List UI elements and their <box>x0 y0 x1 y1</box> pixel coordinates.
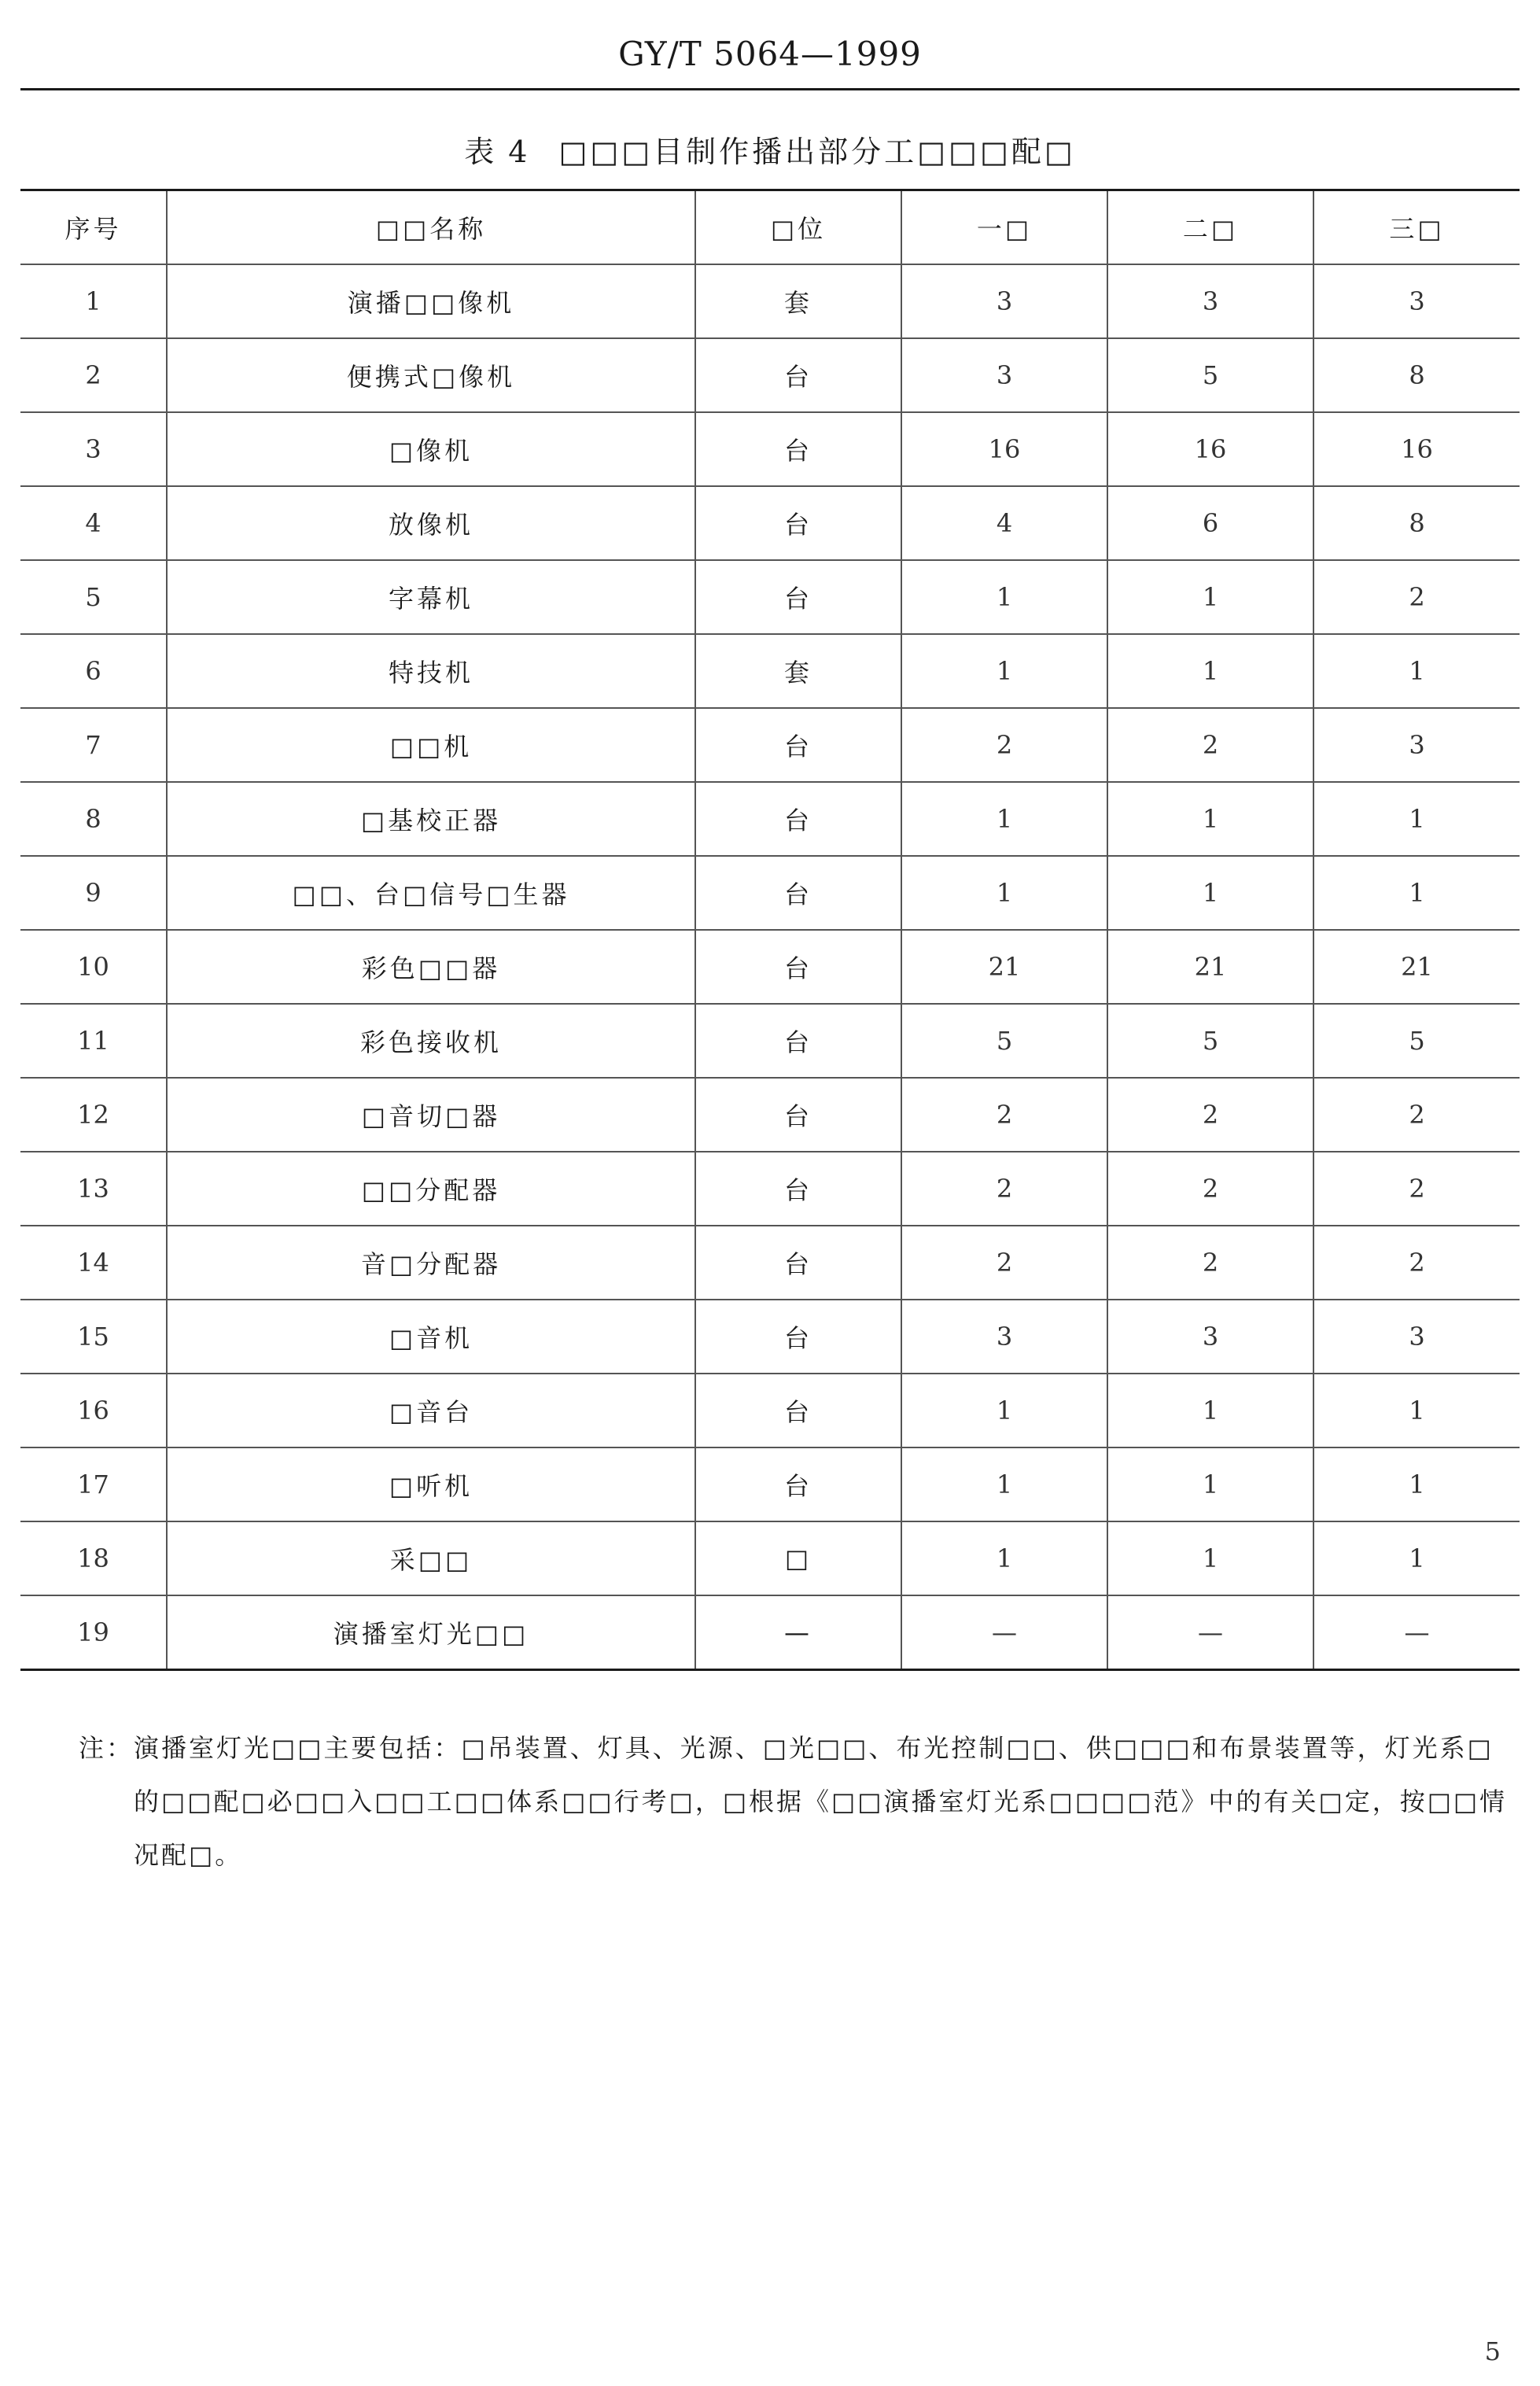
cell-grade-3: 3 <box>1313 708 1520 782</box>
cell-equipment-name: □听机 <box>167 1447 695 1521</box>
cell-grade-2: 21 <box>1107 930 1313 1004</box>
cell-grade-2: 1 <box>1107 560 1313 634</box>
cell-grade-1: 1 <box>901 1521 1107 1595</box>
table-header-row <box>20 190 1520 265</box>
cell-grade-3: 1 <box>1313 1447 1520 1521</box>
cell-unit: — <box>695 1595 901 1670</box>
table-row <box>20 1374 1520 1447</box>
cell-unit: 台 <box>695 930 901 1004</box>
cell-grade-2: 1 <box>1107 634 1313 708</box>
cell-index: 9 <box>20 856 167 930</box>
table-row <box>20 412 1520 486</box>
table-row <box>20 708 1520 782</box>
cell-unit: 台 <box>695 1004 901 1078</box>
cell-index: 10 <box>20 930 167 1004</box>
cell-equipment-name: 演播□□像机 <box>167 264 695 338</box>
header-rule <box>20 88 1520 90</box>
cell-grade-2: 2 <box>1107 708 1313 782</box>
cell-grade-1: 4 <box>901 486 1107 560</box>
cell-grade-1: 2 <box>901 1226 1107 1300</box>
cell-index: 11 <box>20 1004 167 1078</box>
cell-unit: 台 <box>695 1300 901 1374</box>
cell-equipment-name: 放像机 <box>167 486 695 560</box>
table-row <box>20 486 1520 560</box>
cell-grade-3: 1 <box>1313 782 1520 856</box>
column-header-unit: □位 <box>695 190 901 265</box>
table-note <box>79 1721 1520 1882</box>
table-row <box>20 782 1520 856</box>
cell-unit: 台 <box>695 1447 901 1521</box>
cell-grade-1: 1 <box>901 634 1107 708</box>
cell-grade-2: 1 <box>1107 1521 1313 1595</box>
cell-grade-3: 8 <box>1313 486 1520 560</box>
cell-equipment-name: 音□分配器 <box>167 1226 695 1300</box>
cell-unit: 台 <box>695 560 901 634</box>
cell-index: 17 <box>20 1447 167 1521</box>
cell-unit: 套 <box>695 634 901 708</box>
cell-grade-2: 3 <box>1107 1300 1313 1374</box>
cell-unit: 台 <box>695 782 901 856</box>
cell-grade-1: 1 <box>901 560 1107 634</box>
cell-index: 13 <box>20 1152 167 1226</box>
cell-equipment-name: □像机 <box>167 412 695 486</box>
table-row <box>20 264 1520 338</box>
table-row <box>20 338 1520 412</box>
cell-grade-3: 2 <box>1313 1226 1520 1300</box>
cell-grade-3: 8 <box>1313 338 1520 412</box>
cell-index: 3 <box>20 412 167 486</box>
cell-equipment-name: □□分配器 <box>167 1152 695 1226</box>
cell-grade-3: 21 <box>1313 930 1520 1004</box>
cell-grade-1: — <box>901 1595 1107 1670</box>
cell-grade-1: 1 <box>901 856 1107 930</box>
cell-grade-1: 5 <box>901 1004 1107 1078</box>
cell-grade-1: 2 <box>901 1152 1107 1226</box>
column-header-grade-3: 三□ <box>1313 190 1520 265</box>
cell-grade-3: 16 <box>1313 412 1520 486</box>
table-row <box>20 1300 1520 1374</box>
table-row <box>20 930 1520 1004</box>
cell-index: 18 <box>20 1521 167 1595</box>
cell-grade-1: 2 <box>901 708 1107 782</box>
column-header-grade-2: 二□ <box>1107 190 1313 265</box>
table-row <box>20 1152 1520 1226</box>
cell-equipment-name: □□、台□信号□生器 <box>167 856 695 930</box>
cell-grade-2: 1 <box>1107 782 1313 856</box>
cell-equipment-name: 演播室灯光□□ <box>167 1595 695 1670</box>
cell-unit: 台 <box>695 1374 901 1447</box>
cell-grade-1: 1 <box>901 1374 1107 1447</box>
cell-grade-2: 1 <box>1107 856 1313 930</box>
cell-grade-3: 2 <box>1313 560 1520 634</box>
cell-grade-1: 2 <box>901 1078 1107 1152</box>
cell-grade-3: 3 <box>1313 1300 1520 1374</box>
cell-unit: 台 <box>695 856 901 930</box>
cell-grade-3: 1 <box>1313 856 1520 930</box>
cell-grade-1: 1 <box>901 782 1107 856</box>
table-title-number: 4 <box>508 135 531 169</box>
cell-grade-2: 2 <box>1107 1152 1313 1226</box>
cell-index: 15 <box>20 1300 167 1374</box>
cell-unit: 台 <box>695 1078 901 1152</box>
cell-index: 14 <box>20 1226 167 1300</box>
cell-unit: 台 <box>695 708 901 782</box>
table-row <box>20 1004 1520 1078</box>
cell-equipment-name: □音机 <box>167 1300 695 1374</box>
cell-equipment-name: □音切□器 <box>167 1078 695 1152</box>
cell-grade-1: 21 <box>901 930 1107 1004</box>
cell-grade-1: 16 <box>901 412 1107 486</box>
cell-grade-2: 1 <box>1107 1447 1313 1521</box>
table-title-text: □□□目制作播出部分工□□□配□ <box>558 135 1076 169</box>
cell-unit: □ <box>695 1521 901 1595</box>
cell-equipment-name: 特技机 <box>167 634 695 708</box>
note-lead: 注： <box>79 1733 134 1763</box>
equipment-table <box>20 189 1520 1671</box>
table-title <box>0 127 1540 171</box>
standard-code-header: GY/T 5064—1999 <box>618 35 922 73</box>
cell-grade-1: 1 <box>901 1447 1107 1521</box>
cell-equipment-name: □基校正器 <box>167 782 695 856</box>
cell-grade-3: — <box>1313 1595 1520 1670</box>
cell-grade-3: 1 <box>1313 1374 1520 1447</box>
cell-unit: 台 <box>695 338 901 412</box>
cell-index: 16 <box>20 1374 167 1447</box>
table-body <box>20 264 1520 1670</box>
table-row <box>20 1521 1520 1595</box>
cell-unit: 台 <box>695 1152 901 1226</box>
cell-grade-1: 3 <box>901 1300 1107 1374</box>
cell-grade-1: 3 <box>901 264 1107 338</box>
cell-unit: 台 <box>695 1226 901 1300</box>
cell-equipment-name: □□机 <box>167 708 695 782</box>
column-header-grade-1: 一□ <box>901 190 1107 265</box>
cell-grade-3: 1 <box>1313 634 1520 708</box>
table-row <box>20 1447 1520 1521</box>
cell-equipment-name: 彩色□□器 <box>167 930 695 1004</box>
cell-grade-2: 16 <box>1107 412 1313 486</box>
cell-grade-2: 1 <box>1107 1374 1313 1447</box>
cell-index: 5 <box>20 560 167 634</box>
table-row <box>20 1595 1520 1670</box>
cell-grade-2: 3 <box>1107 264 1313 338</box>
cell-index: 4 <box>20 486 167 560</box>
cell-equipment-name: 彩色接收机 <box>167 1004 695 1078</box>
table-title-prefix: 表 <box>464 135 498 169</box>
cell-grade-2: 2 <box>1107 1226 1313 1300</box>
table-row <box>20 634 1520 708</box>
cell-grade-3: 2 <box>1313 1078 1520 1152</box>
cell-grade-1: 3 <box>901 338 1107 412</box>
cell-grade-3: 2 <box>1313 1152 1520 1226</box>
table-row <box>20 560 1520 634</box>
note-text: 演播室灯光□□主要包括：□吊装置、灯具、光源、□光□□、布光控制□□、供□□□和布景装置等，灯光系□的□□配□必□□入□□工□□体系□□行考□，□根据《□□演播室灯光系□□□□范》中的有关□定，按□□情况配□。 <box>134 1733 1508 1870</box>
cell-equipment-name: □音台 <box>167 1374 695 1447</box>
cell-grade-3: 3 <box>1313 264 1520 338</box>
table-row <box>20 1078 1520 1152</box>
cell-equipment-name: 采□□ <box>167 1521 695 1595</box>
cell-index: 8 <box>20 782 167 856</box>
cell-grade-2: 6 <box>1107 486 1313 560</box>
cell-grade-3: 5 <box>1313 1004 1520 1078</box>
cell-index: 7 <box>20 708 167 782</box>
cell-grade-2: 5 <box>1107 338 1313 412</box>
cell-index: 12 <box>20 1078 167 1152</box>
cell-index: 6 <box>20 634 167 708</box>
cell-equipment-name: 字幕机 <box>167 560 695 634</box>
table-row <box>20 1226 1520 1300</box>
cell-grade-2: 2 <box>1107 1078 1313 1152</box>
cell-grade-3: 1 <box>1313 1521 1520 1595</box>
cell-unit: 套 <box>695 264 901 338</box>
column-header-index: 序号 <box>20 190 167 265</box>
cell-equipment-name: 便携式□像机 <box>167 338 695 412</box>
cell-unit: 台 <box>695 412 901 486</box>
cell-unit: 台 <box>695 486 901 560</box>
cell-grade-2: 5 <box>1107 1004 1313 1078</box>
column-header-name: □□名称 <box>167 190 695 265</box>
table-row <box>20 856 1520 930</box>
cell-index: 2 <box>20 338 167 412</box>
cell-index: 19 <box>77 1617 109 1647</box>
page-number: 5 <box>1484 2336 1501 2366</box>
cell-grade-2: — <box>1107 1595 1313 1670</box>
cell-index: 1 <box>20 264 167 338</box>
